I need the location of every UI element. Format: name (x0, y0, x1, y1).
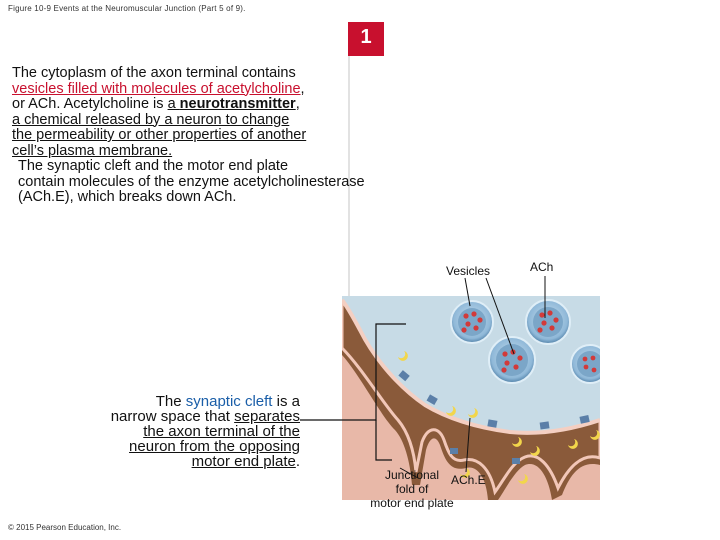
neurotransmitter-term: neurotransmitter (179, 96, 296, 112)
main-text-line-3-article: a (167, 96, 180, 112)
vesicles-acetylcholine-term: vesicles filled with molecules of acetylcholine (12, 80, 301, 97)
vesicle (489, 337, 535, 383)
neuromuscular-junction-diagram (300, 260, 600, 500)
junctional-fold-label-line-2: fold of (395, 482, 429, 496)
receptor-site (512, 458, 520, 464)
main-text-line-3-pre: or ACh. Acetylcholine is (12, 96, 168, 112)
main-text-line-7: The synaptic cleft and the motor end plate (18, 158, 289, 174)
vesicle (571, 345, 600, 383)
main-text-line-5: the permeability or other properties of another (12, 127, 307, 143)
main-text-line-9: (ACh.E), which breaks down ACh. (18, 189, 237, 205)
cleft-text-line-2 (40, 409, 300, 424)
junctional-fold-label (360, 468, 464, 510)
cleft-text-line-3: the axon terminal of the (143, 423, 300, 440)
synaptic-cleft-description (40, 394, 300, 469)
cleft-text-line-2-pre: narrow space that (110, 408, 235, 425)
main-text-line-3 (12, 97, 442, 113)
cleft-text-line-1-pre: The (155, 393, 186, 410)
vesicle (526, 300, 570, 344)
main-text-line-6: cell’s plasma membrane. (12, 142, 173, 159)
main-text-line-2-rest: , (300, 80, 305, 97)
main-text-line-4: a chemical released by a neuron to change (12, 111, 290, 128)
step-number-badge: 1 (348, 22, 384, 56)
main-text-line-1: The cytoplasm of the axon terminal contains (12, 65, 296, 81)
cleft-text-line-2-underlined: separates (234, 408, 300, 425)
figure-caption: Figure 10-9 Events at the Neuromuscular Junction (Part 5 of 9). (8, 4, 246, 13)
main-text-line-8: contain molecules of the enzyme acetylcholinesterase (18, 173, 365, 190)
main-text-line-3-end: , (295, 96, 300, 112)
cleft-text-line-5 (40, 454, 300, 469)
junctional-fold-label-line-1: Junctional (384, 468, 440, 482)
cleft-text-line-1-mid: is a (272, 393, 300, 410)
vesicle (451, 301, 493, 343)
cleft-text-line-5-underlined: motor end plate (191, 453, 296, 470)
cleft-text-line-5-end: . (295, 453, 300, 470)
copyright-notice: © 2015 Pearson Education, Inc. (8, 523, 122, 532)
receptor-site (540, 421, 550, 429)
cleft-text-line-4: neuron from the opposing (129, 438, 300, 455)
receptor-site (450, 448, 458, 454)
ach-label: ACh (530, 260, 554, 274)
synaptic-cleft-term: synaptic cleft (185, 393, 273, 410)
main-description (12, 66, 442, 206)
main-text-line-2 (12, 82, 442, 98)
cleft-text-line-1 (40, 394, 300, 409)
junctional-fold-label-line-3: motor end plate (370, 496, 454, 510)
vesicles-label: Vesicles (446, 264, 491, 278)
ache-label: ACh.E (451, 473, 486, 487)
